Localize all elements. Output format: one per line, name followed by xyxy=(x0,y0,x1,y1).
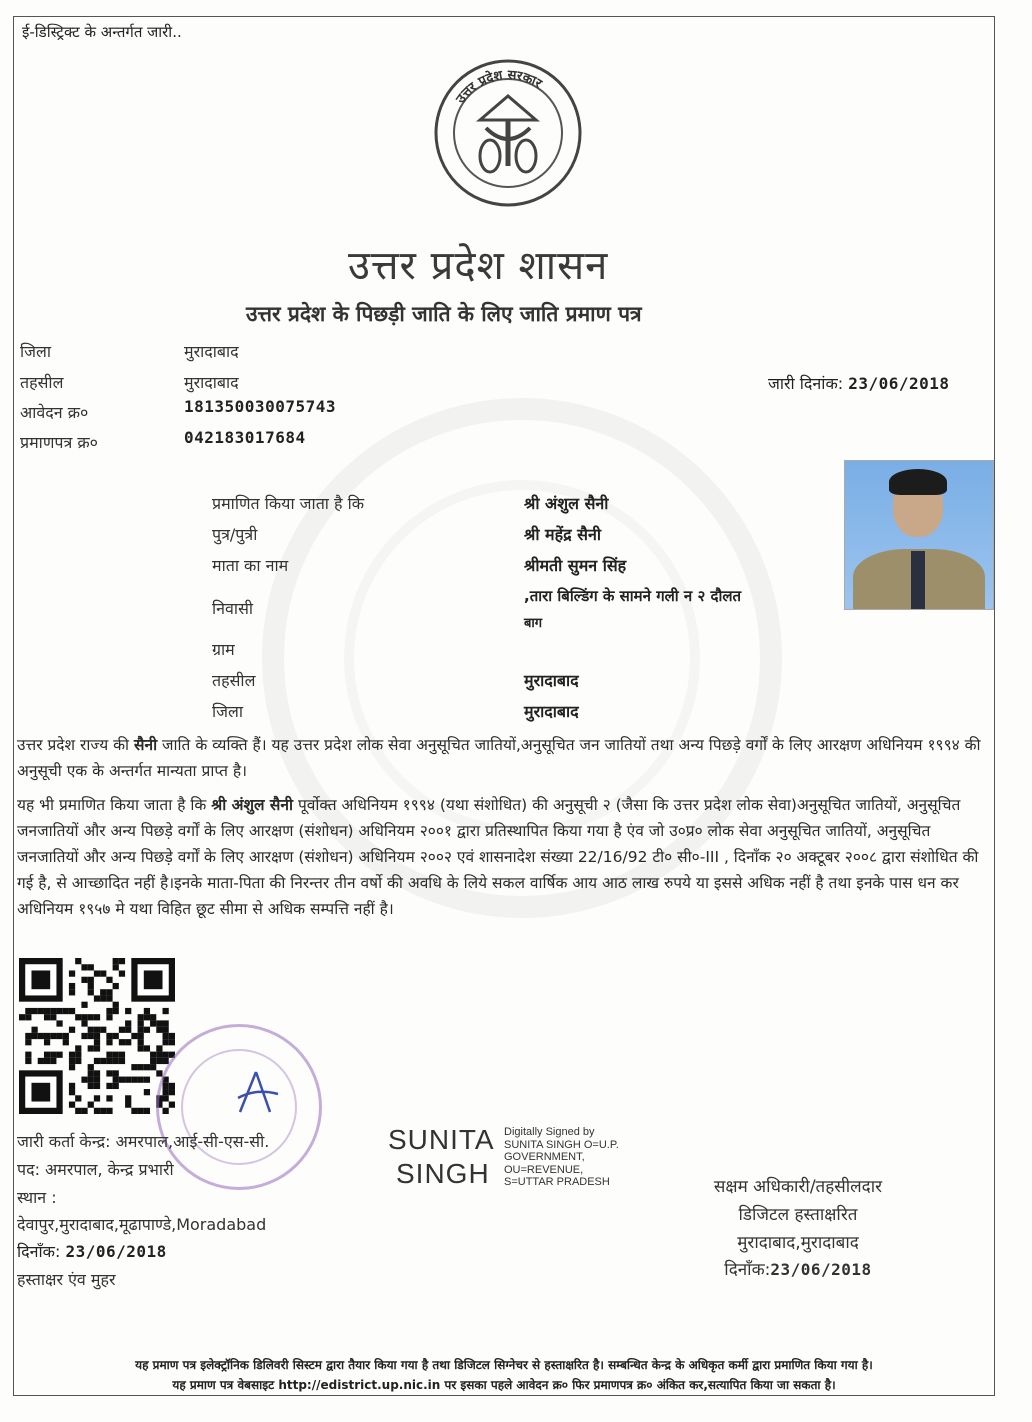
detail-tehsil-value: मुरादाबाद xyxy=(524,671,579,690)
issuer-place-label: स्थान : xyxy=(17,1188,57,1207)
meta-tehsil-value: मुरादाबाद xyxy=(184,373,239,392)
meta-tehsil-label: तहसील xyxy=(20,373,64,392)
resident-address-line1: ,तारा बिल्डिंग के सामने गली न २ दौलत xyxy=(524,587,742,605)
certificate-number: 042183017684 xyxy=(184,428,306,447)
page-title: उत्तर प्रदेश शासन xyxy=(348,243,609,289)
applicant-name: श्री अंशुल सैनी xyxy=(524,494,609,513)
dsig-line: GOVERNMENT, xyxy=(504,1151,585,1163)
issue-date-label: जारी दिनांक: xyxy=(768,374,844,393)
resident-address-line2: बाग xyxy=(524,616,543,631)
village-label: ग्राम xyxy=(212,640,235,659)
issue-date-value: 23/06/2018 xyxy=(848,374,950,393)
issuer-centre: जारी कर्ता केन्द्र: अमरपाल,आई-सी-एस-सी. xyxy=(17,1132,270,1151)
mother-label: माता का नाम xyxy=(212,556,289,575)
header-note: ई-डिस्ट्रिक्ट के अन्तर्गत जारी.. xyxy=(22,23,182,41)
p2-text-b: पूर्वोक्त अधिनियम १९९४ (यथा संशोधित) की अनुसूची २ (जैसा कि उत्तर प्रदेश लोक सेवा)अनुसूचित जातियों, अनुसूचित जनजातियों और अन्य पिछड़े वर्गों के लिए आरक्षण (संशोधन) अधिनियम २००१ द्वारा प्रतिस्थापित किया गया है एंव जो उ०प्र० लोक सेवा अनुसूचित जातियों, अनुसूचित जनजातियों और अन्य पिछड़े वर्गों के लिए आरक्षण (संशोधन) अधिनियम २००२ एवं शासनादेश संख्या 22/16/92 टी० सी०-III , दिनाँक २० अक्टूबर २००८ द्वारा संशोधित की गई है, से आच्छादित नहीं है।इनके माता-पिता की निरन्तर तीन वर्षो की अवधि के लिये सकल वार्षिक आय आठ लाख रुपये या इससे अधिक नहीं है तथा इनके पास धन कर अधिनियम १९५७ मे यथा विहित छूट सीमा से अधिक सम्पत्ति नहीं है। xyxy=(17,796,979,918)
authority-date xyxy=(670,1257,926,1280)
footer-line2: यह प्रमाण पत्र वेबसाइट http://edistrict.up.nic.in पर इसका पहले आवेदन क्र० फिर प्रमाणपत्र क्र० अंकित कर,सत्यापित किया जा सकता है। xyxy=(172,1378,836,1392)
parent-name: श्री महेंद्र सैनी xyxy=(524,525,602,544)
p1-text-a: उत्तर प्रदेश राज्य की xyxy=(17,736,130,754)
resident-label: निवासी xyxy=(212,599,254,618)
signer-name-line1: SUNITA xyxy=(388,1124,495,1155)
application-number: 181350030075743 xyxy=(184,397,336,416)
issuer-date-label: दिनाँक: xyxy=(17,1242,61,1261)
parent-label: पुत्र/पुत्री xyxy=(212,525,258,544)
signature-mark xyxy=(226,1068,286,1122)
p2-applicant-name: श्री अंशुल सैनी xyxy=(211,796,294,814)
caste-name: सैनी xyxy=(133,736,158,754)
issue-date xyxy=(768,372,950,394)
authority-date-label: दिनाँक: xyxy=(724,1260,771,1280)
meta-district-label: जिला xyxy=(20,342,52,361)
p2-text-a: यह भी प्रमाणित किया जाता है कि xyxy=(17,796,207,814)
authority-date-value: 23/06/2018 xyxy=(770,1260,872,1279)
meta-certificate-label: प्रमाणपत्र क्र० xyxy=(20,433,98,452)
detail-district-label: जिला xyxy=(212,702,244,721)
dsig-line: OU=REVENUE, xyxy=(504,1163,584,1176)
digital-signature-details xyxy=(504,1126,619,1189)
qr-code[interactable] xyxy=(18,958,176,1114)
mother-name: श्रीमती सुमन सिंह xyxy=(524,556,627,575)
dsig-line: S=UTTAR PRADESH xyxy=(504,1176,610,1188)
caste-paragraph xyxy=(17,732,989,784)
eligibility-paragraph xyxy=(17,792,989,922)
authority-digital: डिजिटल हस्ताक्षरित xyxy=(738,1205,858,1225)
sign-seal-label: हस्ताक्षर एंव मुहर xyxy=(17,1270,116,1289)
issuer-date-value: 23/06/2018 xyxy=(65,1242,167,1261)
certificate-subtitle: उत्तर प्रदेश के पिछड़ी जाति के लिए जाति प्रमाण पत्र xyxy=(246,302,642,326)
svg-text:उत्तर प्रदेश सरकार: उत्तर प्रदेश सरकार xyxy=(453,67,545,107)
certified-label: प्रमाणित किया जाता है कि xyxy=(212,494,365,513)
issuer-place-value: देवापुर,मुरादाबाद,मूढापाण्डे,Moradabad xyxy=(17,1215,267,1234)
up-government-emblem-icon xyxy=(432,58,584,212)
issuer-post: पद: अमरपाल, केन्द्र प्रभारी xyxy=(17,1160,174,1179)
meta-application-label: आवेदन क्र० xyxy=(20,403,89,422)
applicant-photo xyxy=(844,460,994,610)
dsig-line: SUNITA SINGH O=U.P. xyxy=(504,1138,619,1151)
footer-line1: यह प्रमाण पत्र इलेक्ट्रॉनिक डिलिवरी सिस्टम द्वारा तैयार किया गया है तथा डिजिटल सिग्नेचर से हस्ताक्षरित है। सम्बन्धित केन्द्र के अधिकृत कर्मी द्वारा प्रमाणित किया गया है। xyxy=(135,1358,873,1372)
detail-tehsil-label: तहसील xyxy=(212,671,256,690)
signer-name-line2: SINGH xyxy=(396,1158,490,1189)
dsig-line: Digitally Signed by xyxy=(504,1126,595,1138)
p1-text-b: जाति के व्यक्ति हैं। यह उत्तर प्रदेश लोक सेवा अनुसूचित जातियों,अनुसूचित जन जातियों तथा अन्य पिछड़े वर्गों के लिए आरक्षण अधिनियम १९९४ की अनुसूची एक के अन्तर्गत मान्यता प्राप्त है। xyxy=(17,736,981,780)
issuer-date xyxy=(17,1240,167,1262)
meta-district-value: मुरादाबाद xyxy=(184,342,239,361)
detail-district-value: मुरादाबाद xyxy=(524,702,579,721)
authority-location: मुरादाबाद,मुरादाबाद xyxy=(737,1233,859,1253)
authority-title: सक्षम अधिकारी/तहसीलदार xyxy=(713,1177,883,1197)
